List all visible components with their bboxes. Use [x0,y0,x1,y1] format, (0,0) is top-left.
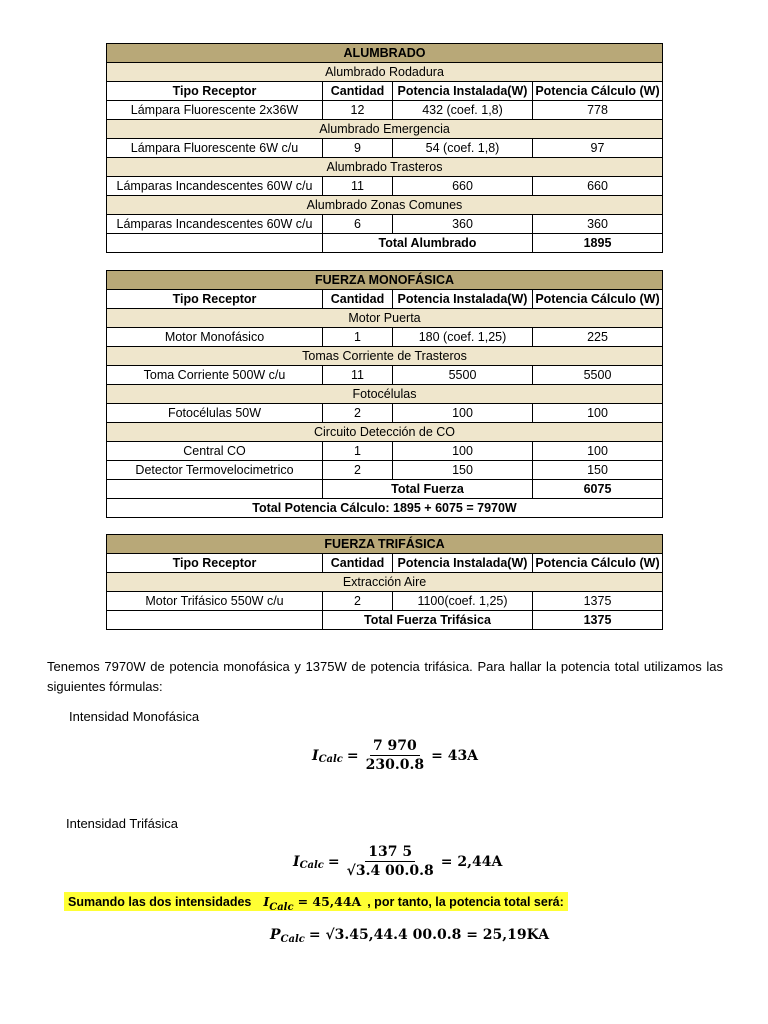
total-label: Total Fuerza [323,480,533,499]
cell: Motor Monofásico [107,328,323,347]
cell: 5500 [533,366,663,385]
cell: 100 [533,442,663,461]
mono-fraction [363,738,427,773]
cell: Fotocélulas 50W [107,404,323,423]
cell: 2 [323,461,393,480]
total-label: Total Alumbrado [323,234,533,253]
cell: 225 [533,328,663,347]
cell: Lámpara Fluorescente 2x36W [107,101,323,120]
cell: 660 [393,177,533,196]
table-title: FUERZA MONOFÁSICA [107,271,663,290]
table-row [107,592,663,611]
cell: 9 [323,139,393,158]
mono-formula: I Calc = $\frac{7 970}{230.0.8}$ = 43A [312,738,479,773]
cell: 2 [323,592,393,611]
numerator: 7 970 [370,738,420,756]
current-symbol: I [293,853,300,870]
column-header: Tipo Receptor [107,82,323,101]
total-value: 6075 [533,480,663,499]
table-title: FUERZA TRIFÁSICA [107,535,663,554]
denominator: 230.0.8 [365,757,425,773]
column-header: Potencia Instalada(W) [393,554,533,573]
total-row [107,611,663,630]
cell: 1375 [533,592,663,611]
column-header: Cantidad [323,82,393,101]
blank-cell [107,234,323,253]
tri-result: = 2,44A [440,853,503,870]
section-header: Alumbrado Zonas Comunes [107,196,663,215]
cell: 100 [393,404,533,423]
cell: 12 [323,101,393,120]
section-header: Alumbrado Emergencia [107,120,663,139]
mono-result: = 43A [431,747,479,764]
table-title: ALUMBRADO [107,44,663,63]
alumbrado-table [106,43,663,253]
grand-total: Total Potencia Cálculo: 1895 + 6075 = 7970W [107,499,663,518]
column-header: Potencia Cálculo (W) [533,290,663,309]
cell: 360 [533,215,663,234]
cell: 1100(coef. 1,25) [393,592,533,611]
section-header: Tomas Corriente de Trasteros [107,347,663,366]
cell: Detector Termovelocimetrico [107,461,323,480]
cell: Toma Corriente 500W c/u [107,366,323,385]
cell: 5500 [393,366,533,385]
column-header: Cantidad [323,554,393,573]
column-header: Potencia Instalada(W) [393,82,533,101]
cell: 432 (coef. 1,8) [393,101,533,120]
table-row [107,215,663,234]
trifasica-table [106,534,663,630]
tri-fraction [344,844,437,879]
column-header: Tipo Receptor [107,290,323,309]
section-header: Alumbrado Rodadura [107,63,663,82]
total-label: Total Fuerza Trifásica [323,611,533,630]
total-row [107,234,663,253]
cell: Motor Trifásico 550W c/u [107,592,323,611]
column-header: Potencia Instalada(W) [393,290,533,309]
cell: 54 (coef. 1,8) [393,139,533,158]
section-header: Circuito Detección de CO [107,423,663,442]
tri-caption: Intensidad Trifásica [66,816,179,831]
table-row [107,442,663,461]
table-row [107,366,663,385]
cell: 778 [533,101,663,120]
cell: 1 [323,328,393,347]
cell: 100 [533,404,663,423]
cell: 97 [533,139,663,158]
cell: 11 [323,366,393,385]
cell: 1 [323,442,393,461]
cell: 11 [323,177,393,196]
cell: 150 [533,461,663,480]
intro-paragraph: Tenemos 7970W de potencia monofásica y 1375W de potencia trifásica. Para hallar la potencia total utilizamos las siguientes fórmulas: [47,659,723,694]
sum-text-after: , por tanto, la potencia total será: [367,894,564,909]
calc-subscript: Calc [280,933,305,945]
cell: 6 [323,215,393,234]
blank-cell [107,611,323,630]
column-header: Tipo Receptor [107,554,323,573]
column-header: Cantidad [323,290,393,309]
total-value: 1895 [533,234,663,253]
section-header: Extracción Aire [107,573,663,592]
cell: Central CO [107,442,323,461]
calc-subscript: Calc [299,860,324,871]
cell: 180 (coef. 1,25) [393,328,533,347]
cell: 2 [323,404,393,423]
cell: 100 [393,442,533,461]
power-expression: = √3.45,44.4 00.0.8 = 25,19KA [308,927,550,943]
total-row [107,480,663,499]
tri-formula: I Calc = $\frac{137 5}{√3.4 00.0.8}$ = 2,44A [293,844,503,879]
sum-value: = 45,44A [297,894,362,909]
cell: Lámparas Incandescentes 60W c/u [107,215,323,234]
section-header: Motor Puerta [107,309,663,328]
column-header: Potencia Cálculo (W) [533,82,663,101]
section-header: Alumbrado Trasteros [107,158,663,177]
numerator: 137 5 [365,844,415,862]
table-row [107,404,663,423]
grand-total-row [107,499,663,518]
power-formula [270,927,549,943]
total-value: 1375 [533,611,663,630]
monofasica-table [106,270,663,518]
denominator: √3.4 00.0.8 [346,863,434,879]
cell: Lámparas Incandescentes 60W c/u [107,177,323,196]
table-row [107,101,663,120]
mono-caption: Intensidad Monofásica [69,709,200,724]
column-header: Potencia Cálculo (W) [533,554,663,573]
cell: Lámpara Fluorescente 6W c/u [107,139,323,158]
power-symbol: P [270,927,281,943]
cell: 150 [393,461,533,480]
sum-text-before: Sumando las dos intensidades [68,894,252,909]
table-row [107,177,663,196]
table-row [107,139,663,158]
cell: 360 [393,215,533,234]
cell: 660 [533,177,663,196]
section-header: Fotocélulas [107,385,663,404]
highlighted-sum [64,892,568,911]
table-row [107,328,663,347]
current-symbol: I [312,747,319,764]
table-row [107,461,663,480]
calc-subscript: Calc [318,754,343,765]
blank-cell [107,480,323,499]
sum-symbol: $I_{Calc}$ [263,894,294,913]
